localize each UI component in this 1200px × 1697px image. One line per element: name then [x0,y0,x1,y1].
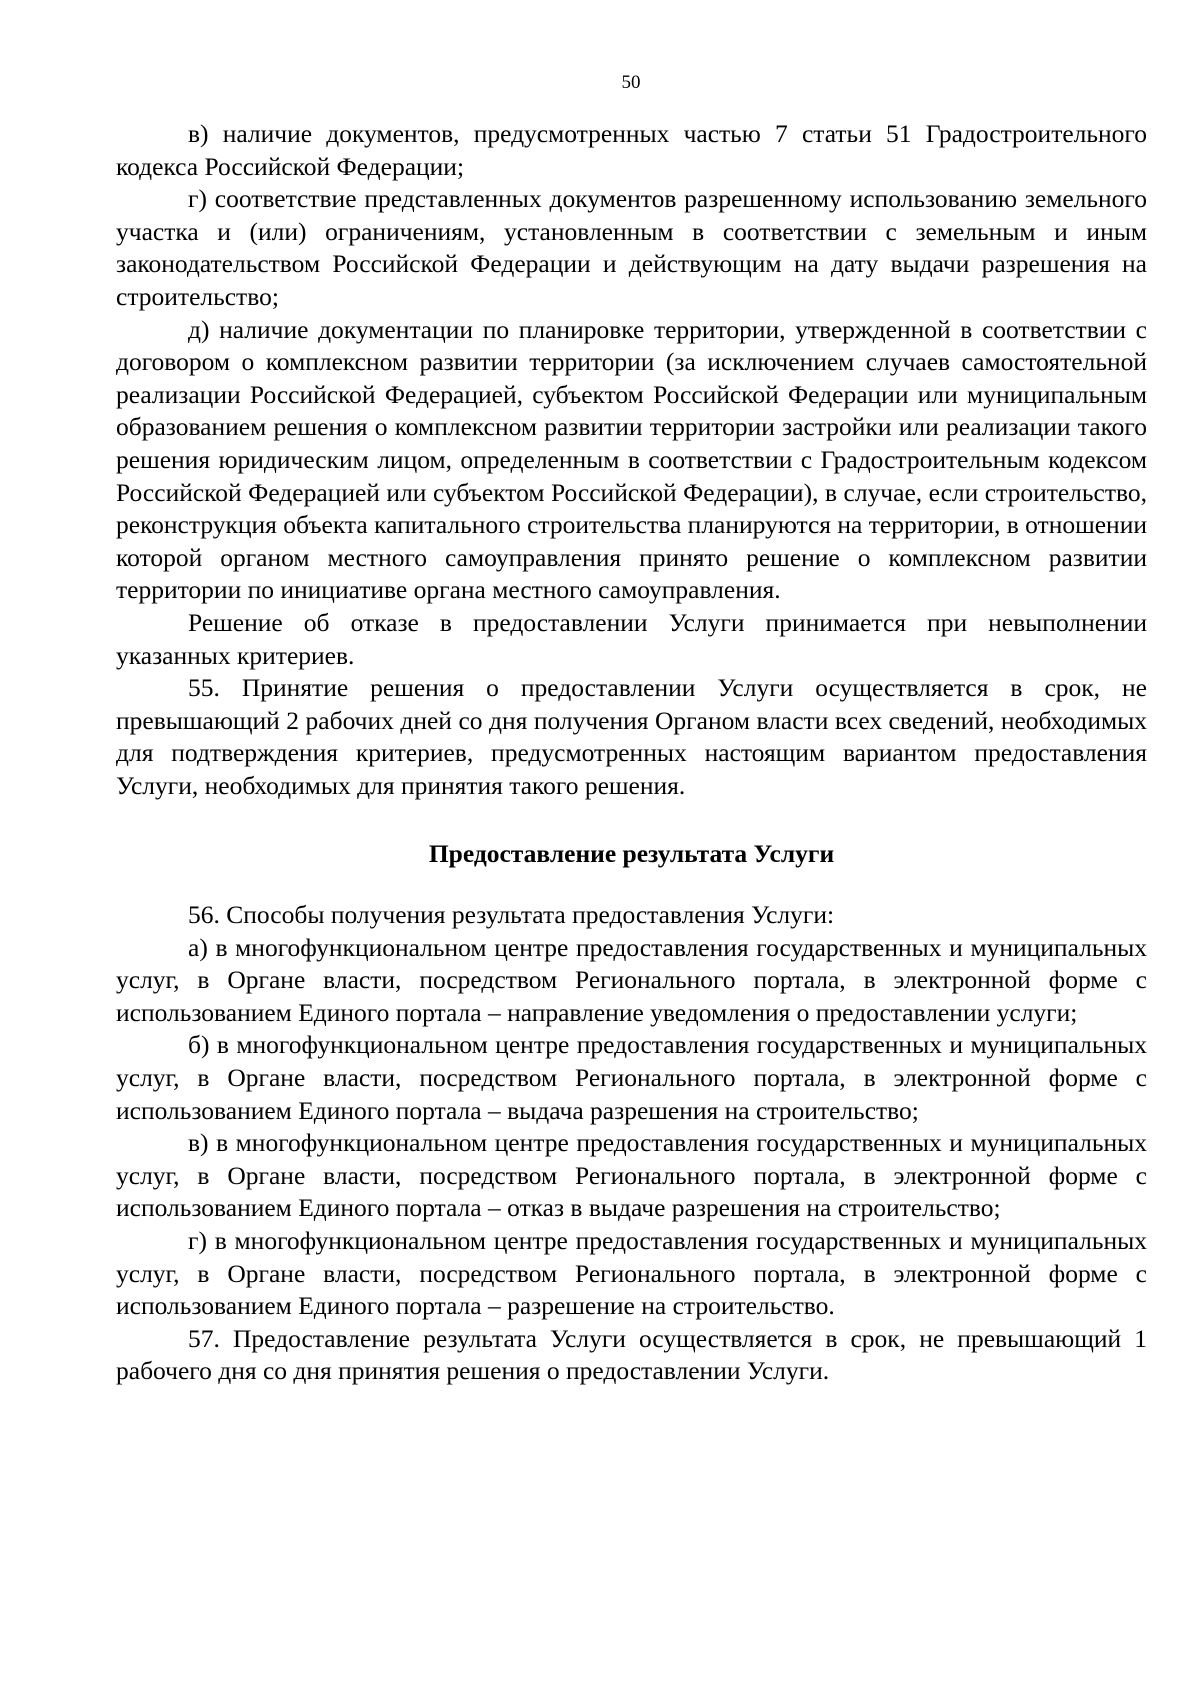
page-number: 50 [621,72,641,93]
paragraph-56-a: а) в многофункциональном центре предоставления государственных и муниципальных услуг, в Органе власти, посредством Регионального портала, в электронной форме с использованием Единого портала – направление уведомления о предоставлении услуги; [116,932,1147,1027]
paragraph-item-d: д) наличие документации по планировке территории, утвержденной в соответствии с договором о комплексном развитии территории (за исключением случаев самостоятельной реализации Российской Федерацией, субъектом Российской Федерации или муниципальным образованием решения о комплексном развитии территории застройки или реализации такого решения юридическим лицом, определенным в соответствии с Градостроительным кодексом Российской Федерацией или субъектом Российской Федерации), в случае, если строительство, реконструкция объекта капитального строительства планируются на территории, в отношении которой органом местного самоуправления принято решение о комплексном развитии территории по инициативе органа местного самоуправления. [116,314,1147,605]
paragraph-refusal-decision: Решение об отказе в предоставлении Услуги принимается при невыполнении указанных критериев. [116,607,1147,670]
paragraph-item-v: в) наличие документов, предусмотренных частью 7 статьи 51 Градостроительного кодекса Российской Федерации; [116,119,1147,181]
paragraph-55: 55. Принятие решения о предоставлении Услуги осуществляется в срок, не превышающий 2 рабочих дней со дня получения Органом власти всех сведений, необходимых для подтверждения критериев, предусмотренных настоящим вариантом предоставления Услуги, необходимых для принятия такого решения. [116,673,1147,800]
paragraph-57: 57. Предоставление результата Услуги осуществляется в срок, не превышающий 1 рабочего дня со дня принятия решения о предоставлении Услуги. [116,1323,1147,1386]
section-heading: Предоставление результата Услуги [428,839,835,869]
paragraph-56-v: в) в многофункциональном центре предоставления государственных и муниципальных услуг, в Органе власти, посредством Регионального портала, в электронной форме с использованием Единого портала – отказ в выдаче разрешения на строительство; [116,1128,1147,1223]
paragraph-item-g: г) соответствие представленных документов разрешенному использованию земельного участка и (или) ограничениям, установленным в соответствии с земельным и иным законодательством Российской Федерации и действующим на дату выдачи разрешения на строительство; [116,184,1147,311]
paragraph-56: 56. Способы получения результата предоставления Услуги: [188,900,835,930]
paragraph-56-g: г) в многофункциональном центре предоставления государственных и муниципальных услуг, в Органе власти, посредством Регионального портала, в электронной форме с использованием Единого портала – разрешение на строительство. [116,1226,1147,1321]
paragraph-56-b: б) в многофункциональном центре предоставления государственных и муниципальных услуг, в Органе власти, посредством Регионального портала, в электронной форме с использованием Единого портала – выдача разрешения на строительство; [116,1030,1147,1125]
document-body [116,118,1147,1388]
